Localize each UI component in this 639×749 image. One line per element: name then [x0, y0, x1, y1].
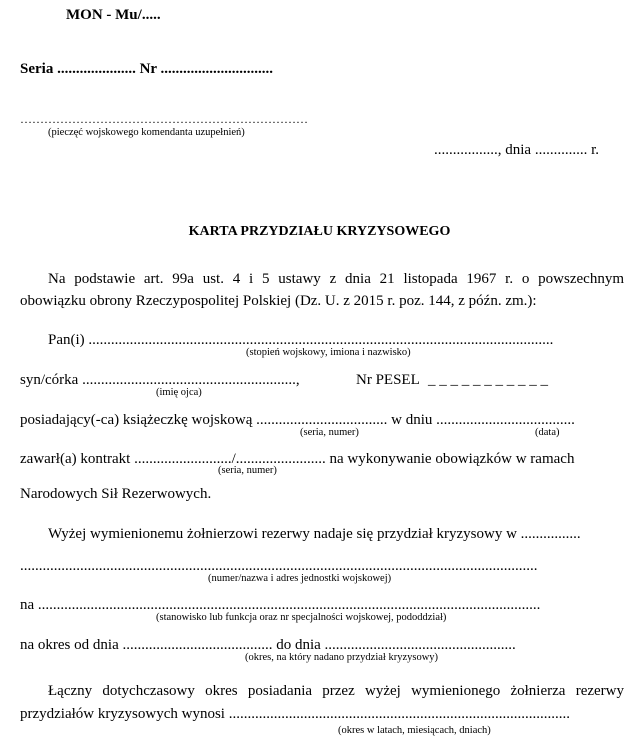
syn-corka-field: syn/córka ........................................................., — [20, 372, 300, 388]
pesel-label: Nr PESEL — [356, 372, 420, 388]
syn-caption: (imię ojca) — [156, 387, 202, 398]
total-caption: (okres w latach, miesiącach, dniach) — [338, 725, 491, 736]
assignment-line-1: Wyżej wymienionemu żołnierzowi rezerwy nadaje się przydział kryzysowy w ................ — [48, 526, 581, 542]
intro-line-2: obowiązku obrony Rzeczypospolitej Polskiej (Dz. U. z 2015 r. poz. 144, z późn. zm.): — [20, 293, 537, 309]
assignment-position-caption: (stanowisko lub funkcja oraz nr specjalności wojskowej, pododdział) — [156, 612, 447, 623]
pesel-blanks: _ _ _ _ _ _ _ _ _ _ _ — [428, 372, 548, 388]
document-title: KARTA PRZYDZIAŁU KRYZYSOWEGO — [188, 224, 451, 239]
stamp-caption: (pieczęć wojskowego komendanta uzupełnień) — [48, 127, 245, 138]
assignment-period-caption: (okres, na który nadano przydział kryzysowy) — [245, 652, 439, 663]
seria-number-line: Seria ..................... Nr .............................. — [20, 61, 274, 77]
nsr-line: Narodowych Sił Rezerwowych. — [20, 486, 212, 502]
assignment-position-line: na ...................................................................................................................................... — [20, 597, 541, 613]
pan-caption: (stopień wojskowy, imiona i nazwisko) — [246, 347, 411, 358]
form-code: MON - Mu/..... — [66, 7, 161, 23]
ksiazeczka-caption-seria: (seria, numer) — [300, 427, 359, 438]
assignment-period-line: na okres od dnia ........................................ do dnia ................................................... — [20, 637, 516, 653]
total-line-2: przydziałów kryzysowych wynosi ........................................................................................... — [20, 706, 570, 722]
pan-field: Pan(i) ............................................................................................................................ — [48, 332, 554, 348]
kontrakt-caption: (seria, numer) — [218, 465, 277, 476]
place-date-line: ................., dnia .............. r. — [434, 142, 599, 158]
assignment-unit-line: .......................................................................................................................................... — [20, 558, 538, 574]
total-line-1: Łączny dotychczasowy okres posiadania przez wyżej wymienionego żołnierza rezerwy — [48, 683, 624, 699]
assignment-unit-caption: (numer/nazwa i adres jednostki wojskowej) — [208, 573, 392, 584]
stamp-line: ……………………………………………………………… — [20, 112, 308, 126]
intro-line-1: Na podstawie art. 99a ust. 4 i 5 ustawy z dnia 21 listopada 1967 r. o powszechnym — [48, 271, 624, 287]
ksiazeczka-field: posiadający(-ca) książeczkę wojskową ................................... w dniu ..................................... — [20, 412, 575, 428]
kontrakt-field: zawarł(a) kontrakt ........................../........................ na wykonywanie obowiązków w ramach — [20, 451, 575, 467]
ksiazeczka-caption-data: (data) — [535, 427, 560, 438]
